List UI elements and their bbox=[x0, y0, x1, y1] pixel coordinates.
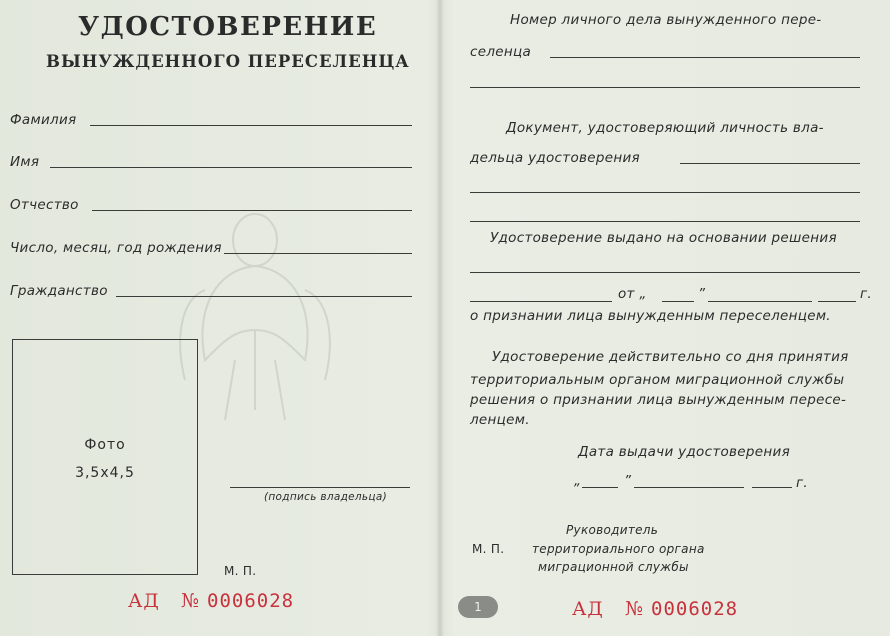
owner-signature-line[interactable] bbox=[230, 487, 410, 488]
serial-number-left bbox=[128, 590, 294, 612]
identity-doc-label-line1: Документ, удостоверяющий личность вла- bbox=[506, 120, 824, 136]
document-title: УДОСТОВЕРЕНИЕ bbox=[78, 12, 378, 42]
stamp-place-label: М. П. bbox=[224, 564, 257, 578]
decision-number-field[interactable] bbox=[470, 301, 612, 302]
serial-series: АД bbox=[128, 590, 160, 612]
validity-text-line2: территориальным органом миграционной службы bbox=[470, 372, 845, 388]
issue-month-field[interactable] bbox=[634, 487, 744, 488]
number-sign: № bbox=[624, 598, 644, 620]
right-page bbox=[440, 0, 890, 636]
signer-title-line2: территориального органа bbox=[532, 542, 705, 556]
identity-doc-field-extra-1[interactable] bbox=[470, 192, 860, 193]
coat-of-arms-watermark-icon bbox=[175, 180, 335, 440]
from-label: от „ bbox=[618, 286, 647, 302]
year-suffix: г. bbox=[860, 286, 872, 302]
issue-date-quote-close: ” bbox=[624, 473, 632, 489]
issue-year-suffix: г. bbox=[796, 475, 808, 491]
left-page bbox=[0, 0, 440, 636]
photo-label: Фото bbox=[84, 437, 126, 453]
number-sign: № bbox=[180, 590, 200, 612]
case-number-label-line2: селенца bbox=[470, 44, 532, 60]
issue-day-field[interactable] bbox=[582, 487, 618, 488]
serial-series: АД bbox=[572, 598, 604, 620]
citizenship-label: Гражданство bbox=[10, 283, 108, 299]
stamp-place-label-right: М. П. bbox=[472, 542, 505, 556]
owner-signature-caption: (подпись владельца) bbox=[264, 491, 387, 503]
validity-text-line3: решения о признании лица вынужденным пересе- bbox=[470, 392, 847, 408]
issue-year-field[interactable] bbox=[752, 487, 792, 488]
decision-year-field[interactable] bbox=[818, 301, 856, 302]
quote-close: ” bbox=[698, 286, 706, 302]
signer-title-line1: Руководитель bbox=[566, 523, 659, 537]
identity-doc-field-extra-2[interactable] bbox=[470, 221, 860, 222]
citizenship-field[interactable] bbox=[116, 296, 412, 297]
first-name-field[interactable] bbox=[50, 167, 412, 168]
issued-basis-label: Удостоверение выдано на основании решения bbox=[490, 230, 837, 246]
patronymic-label: Отчество bbox=[10, 197, 79, 213]
birth-date-label: Число, месяц, год рождения bbox=[10, 240, 222, 256]
serial-number: 0006028 bbox=[207, 590, 295, 612]
decision-day-field[interactable] bbox=[662, 301, 694, 302]
issue-date-label: Дата выдачи удостоверения bbox=[578, 444, 790, 460]
page-number-badge: 1 bbox=[458, 596, 498, 618]
recognition-text: о признании лица вынужденным переселенцем. bbox=[470, 308, 831, 324]
issue-date-quote-open: „ bbox=[574, 473, 582, 489]
signer-title-line3: миграционной службы bbox=[538, 560, 689, 574]
case-number-field-extra[interactable] bbox=[470, 87, 860, 88]
serial-number: 0006028 bbox=[651, 598, 739, 620]
serial-number-right bbox=[572, 598, 738, 620]
identity-doc-label-line2: дельца удостоверения bbox=[470, 150, 640, 166]
decision-field[interactable] bbox=[470, 272, 860, 273]
document-subtitle: ВЫНУЖДЕННОГО ПЕРЕСЕЛЕНЦА bbox=[46, 52, 410, 71]
identity-doc-field[interactable] bbox=[680, 163, 860, 164]
decision-month-field[interactable] bbox=[708, 301, 812, 302]
photo-size-label: 3,5х4,5 bbox=[75, 465, 135, 481]
birth-date-field[interactable] bbox=[224, 253, 412, 254]
photo-box[interactable] bbox=[12, 339, 198, 575]
validity-text-line4: ленцем. bbox=[470, 412, 530, 428]
surname-label: Фамилия bbox=[10, 112, 77, 128]
case-number-field[interactable] bbox=[550, 57, 860, 58]
case-number-label-line1: Номер личного дела вынужденного пере- bbox=[510, 12, 822, 28]
validity-text-line1: Удостоверение действительно со дня принятия bbox=[492, 349, 849, 365]
first-name-label: Имя bbox=[10, 154, 40, 170]
patronymic-field[interactable] bbox=[92, 210, 412, 211]
surname-field[interactable] bbox=[90, 125, 412, 126]
